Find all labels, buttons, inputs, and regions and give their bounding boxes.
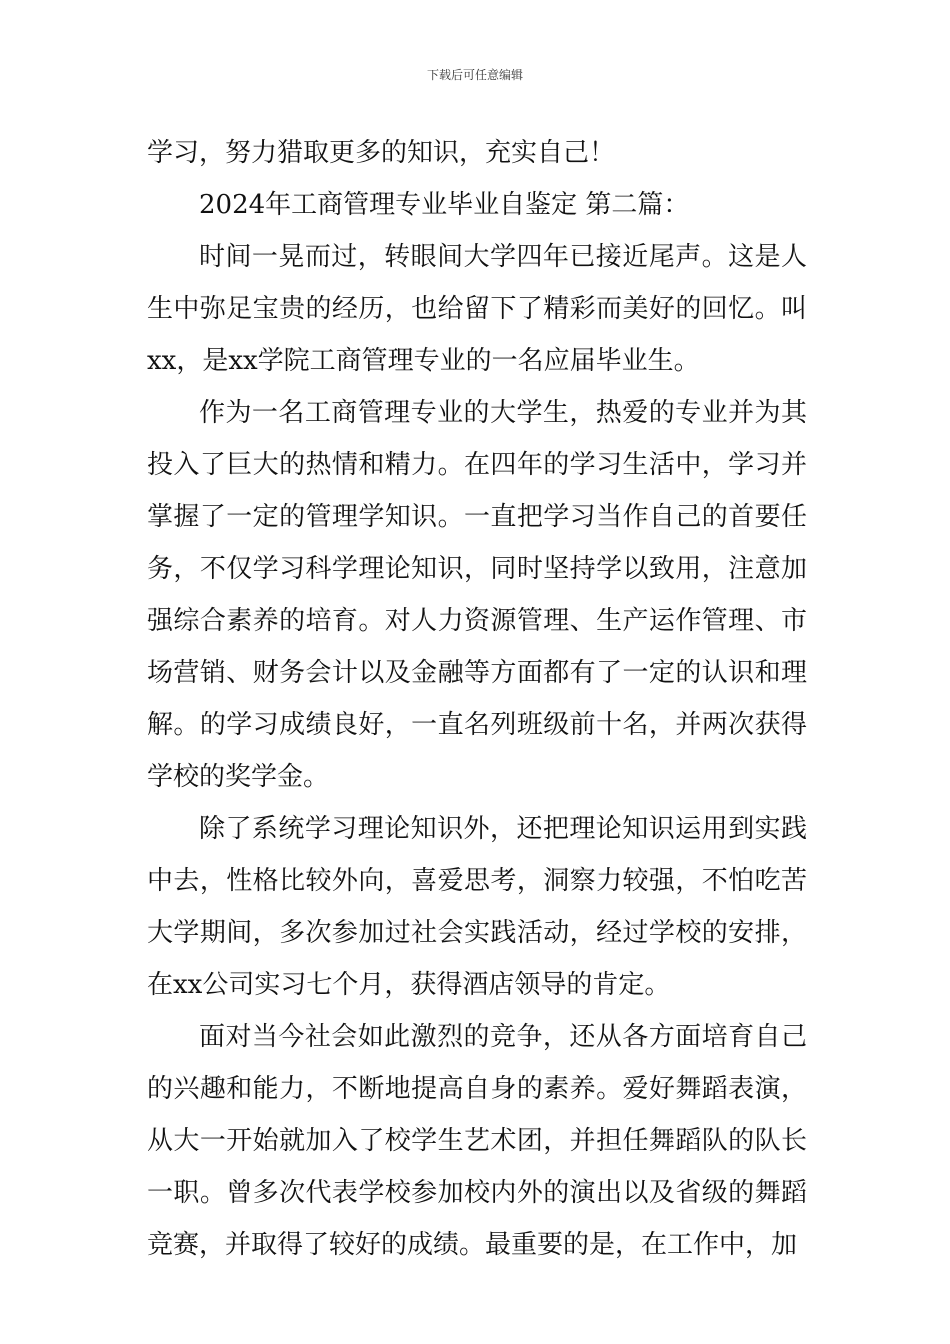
paragraph-activities: 面对当今社会如此激烈的竞争，还从各方面培育自己的兴趣和能力，不断地提高自身的素养。爱好舞蹈表演，从大一开始就加入了校学生艺术团，并担任舞蹈队的队长一职。曾多次代表学校参加校内外的演出以及省级的舞蹈竞赛，并取得了较好的成绩。最重要的是，在工作中，加 [147, 1022, 807, 1260]
header-note: 下载后可任意编辑 [426, 68, 523, 82]
paragraph-intro: 时间一晃而过，转眼间大学四年已接近尾声。这是人生中弥足宝贵的经历，也给留下了精彩而美好的回忆。叫xx，是xx学院工商管理专业的一名应届毕业生。 [147, 242, 807, 376]
paragraph-study: 作为一名工商管理专业的大学生，热爱的专业并为其投入了巨大的热情和精力。在四年的学习生活中，学习并掌握了一定的管理学知识。一直把学习当作自己的首要任务，不仅学习科学理论知识，同时坚持学以致用，注意加强综合素养的培育。对人力资源管理、生产运作管理、市场营销、财务会计以及金融等方面都有了一定的认识和理解。的学习成绩良好，一直名列班级前十名，并两次获得学校的奖学金。 [147, 398, 807, 792]
document-body [147, 127, 807, 1271]
section-heading: 2024年工商管理专业毕业自鉴定 第二篇： [199, 190, 690, 220]
paragraph-continuation: 学习，努力猎取更多的知识，充实自己！ [147, 138, 616, 168]
paragraph-practice: 除了系统学习理论知识外，还把理论知识运用到实践中去，性格比较外向，喜爱思考，洞察力较强，不怕吃苦大学期间，多次参加过社会实践活动，经过学校的安排，在xx公司实习七个月，获得酒店领导的肯定。 [147, 814, 807, 1000]
